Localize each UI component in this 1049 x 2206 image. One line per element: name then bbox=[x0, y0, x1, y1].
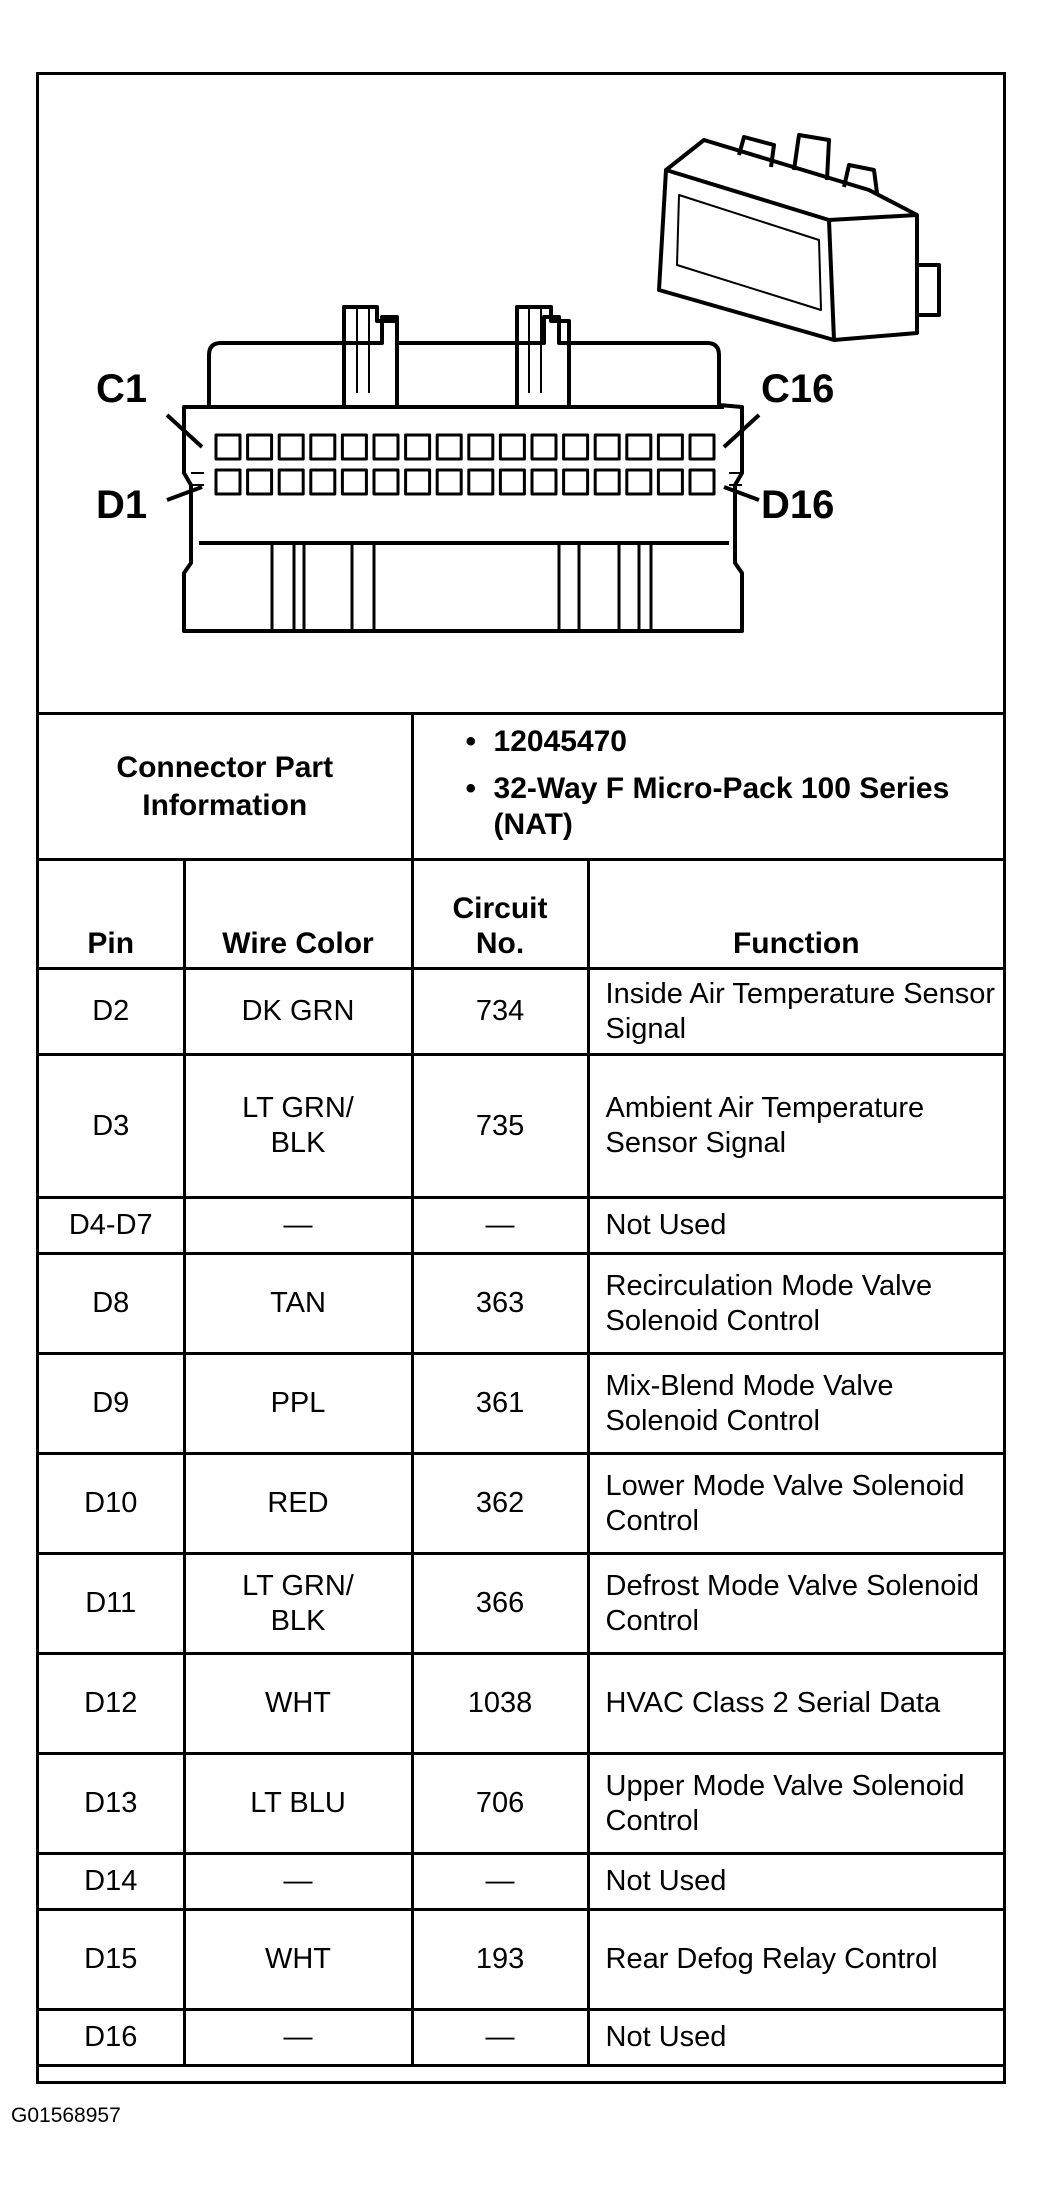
pin-cavity bbox=[564, 470, 588, 494]
table-row bbox=[39, 1254, 1003, 1354]
part-number: 12045470 bbox=[493, 724, 627, 758]
pin-cavity bbox=[279, 470, 303, 494]
label-d1: D1 bbox=[96, 483, 148, 527]
wire-color-cell: — bbox=[184, 1198, 412, 1254]
pin-cell: D12 bbox=[39, 1654, 184, 1754]
wire-color-cell: LT GRN/ BLK bbox=[184, 1554, 412, 1654]
pinout-table bbox=[39, 712, 1003, 2067]
table-row bbox=[39, 1198, 1003, 1254]
table-row bbox=[39, 2010, 1003, 2066]
connector-type: 32-Way F Micro-Pack 100 Series (NAT) bbox=[493, 772, 950, 841]
pin-cavity bbox=[690, 435, 714, 459]
table-row bbox=[39, 1754, 1003, 1854]
circuit-cell: 1038 bbox=[412, 1654, 588, 1754]
circuit-cell: 366 bbox=[412, 1554, 588, 1654]
bullet-icon: • bbox=[465, 724, 477, 758]
pin-cavity bbox=[690, 470, 714, 494]
pin-cell: D15 bbox=[39, 1910, 184, 2010]
circuit-cell: 363 bbox=[412, 1254, 588, 1354]
table-row bbox=[39, 1910, 1003, 2010]
pin-cavity bbox=[342, 435, 366, 459]
pin-cavity bbox=[279, 435, 303, 459]
header-wire-color bbox=[184, 860, 412, 969]
bullet-icon: • bbox=[465, 772, 477, 806]
label-c1: C1 bbox=[96, 367, 148, 411]
label-d16: D16 bbox=[761, 483, 835, 527]
part-info-item bbox=[466, 724, 1004, 759]
pin-cavity bbox=[500, 470, 524, 494]
function-cell: Not Used bbox=[588, 2010, 1003, 2066]
function-cell: Mix-Blend Mode Valve Solenoid Control bbox=[588, 1354, 1003, 1454]
circuit-cell: 734 bbox=[412, 969, 588, 1055]
header-circuit-no bbox=[412, 860, 588, 969]
wire-color-cell: RED bbox=[184, 1454, 412, 1554]
pin-cavity bbox=[216, 435, 240, 459]
pin-cavity bbox=[627, 470, 651, 494]
pin-cavity bbox=[248, 470, 272, 494]
circuit-cell: — bbox=[412, 2010, 588, 2066]
pin-cavity bbox=[627, 435, 651, 459]
figure-id: G01568957 bbox=[11, 2104, 121, 2127]
header-wire-color-label: Wire Color bbox=[222, 926, 374, 960]
pin-cell: D13 bbox=[39, 1754, 184, 1854]
wire-color-cell: — bbox=[184, 1854, 412, 1910]
pin-cavity bbox=[311, 435, 335, 459]
pin-cavity bbox=[437, 470, 461, 494]
pin-cavity bbox=[658, 435, 682, 459]
header-pin: Pin bbox=[39, 860, 184, 969]
pin-cavity bbox=[658, 470, 682, 494]
pin-cavity bbox=[532, 470, 556, 494]
pin-cell: D10 bbox=[39, 1454, 184, 1554]
pin-cell: D9 bbox=[39, 1354, 184, 1454]
function-cell: Defrost Mode Valve Solenoid Control bbox=[588, 1554, 1003, 1654]
pin-cavity bbox=[406, 435, 430, 459]
table-header-row bbox=[39, 860, 1003, 969]
pin-cavity bbox=[374, 435, 398, 459]
wire-color-cell: — bbox=[184, 2010, 412, 2066]
pin-cavity bbox=[595, 470, 619, 494]
pin-cavity bbox=[500, 435, 524, 459]
wire-color-cell: WHT bbox=[184, 1654, 412, 1754]
table-row bbox=[39, 1354, 1003, 1454]
connector-diagram bbox=[39, 75, 1003, 715]
table-row bbox=[39, 1854, 1003, 1910]
function-cell: Rear Defog Relay Control bbox=[588, 1910, 1003, 2010]
table-row bbox=[39, 1055, 1003, 1198]
circuit-cell: 706 bbox=[412, 1754, 588, 1854]
table-row bbox=[39, 969, 1003, 1055]
function-cell: Ambient Air Temperature Sensor Signal bbox=[588, 1055, 1003, 1198]
part-info-item bbox=[466, 771, 1004, 842]
pin-cell: D3 bbox=[39, 1055, 184, 1198]
label-c16: C16 bbox=[761, 367, 835, 411]
pin-cell: D8 bbox=[39, 1254, 184, 1354]
pin-cavity bbox=[374, 470, 398, 494]
wire-color-cell: WHT bbox=[184, 1910, 412, 2010]
function-cell: Not Used bbox=[588, 1854, 1003, 1910]
header-function: Function bbox=[588, 860, 1003, 969]
part-info-label: Connector Part Information bbox=[39, 714, 412, 860]
wire-color-cell: PPL bbox=[184, 1354, 412, 1454]
table-row bbox=[39, 1454, 1003, 1554]
pin-cavity bbox=[532, 435, 556, 459]
function-cell: Recirculation Mode Valve Solenoid Control bbox=[588, 1254, 1003, 1354]
function-cell: Not Used bbox=[588, 1198, 1003, 1254]
pin-cell: D14 bbox=[39, 1854, 184, 1910]
circuit-cell: 193 bbox=[412, 1910, 588, 2010]
table-row bbox=[39, 1654, 1003, 1754]
pin-cavity bbox=[311, 470, 335, 494]
pin-cavity bbox=[469, 435, 493, 459]
pin-cavity bbox=[469, 470, 493, 494]
table-row bbox=[39, 1554, 1003, 1654]
pin-cavity bbox=[342, 470, 366, 494]
wire-color-cell: LT GRN/ BLK bbox=[184, 1055, 412, 1198]
pin-cavity bbox=[248, 435, 272, 459]
pin-cavity bbox=[595, 435, 619, 459]
wire-color-cell: DK GRN bbox=[184, 969, 412, 1055]
pin-cavity bbox=[216, 470, 240, 494]
wire-color-cell: TAN bbox=[184, 1254, 412, 1354]
circuit-cell: 735 bbox=[412, 1055, 588, 1198]
function-cell: HVAC Class 2 Serial Data bbox=[588, 1654, 1003, 1754]
circuit-cell: — bbox=[412, 1198, 588, 1254]
pin-cell: D11 bbox=[39, 1554, 184, 1654]
pin-cavity bbox=[564, 435, 588, 459]
connector-document bbox=[36, 72, 1006, 2084]
pin-cavity bbox=[406, 470, 430, 494]
circuit-cell: 361 bbox=[412, 1354, 588, 1454]
circuit-cell: — bbox=[412, 1854, 588, 1910]
pin-cell: D2 bbox=[39, 969, 184, 1055]
pin-cell: D4-D7 bbox=[39, 1198, 184, 1254]
header-circuit-no-label: Circuit No. bbox=[452, 891, 548, 960]
part-info-list bbox=[412, 714, 1003, 860]
wire-color-cell: LT BLU bbox=[184, 1754, 412, 1854]
circuit-cell: 362 bbox=[412, 1454, 588, 1554]
pin-cavity bbox=[437, 435, 461, 459]
part-info-row bbox=[39, 714, 1003, 860]
connector-illustration bbox=[39, 75, 1003, 712]
function-cell: Lower Mode Valve Solenoid Control bbox=[588, 1454, 1003, 1554]
pin-cell: D16 bbox=[39, 2010, 184, 2066]
function-cell: Inside Air Temperature Sensor Signal bbox=[588, 969, 1003, 1055]
connector-3d-view bbox=[659, 135, 939, 340]
function-cell: Upper Mode Valve Solenoid Control bbox=[588, 1754, 1003, 1854]
